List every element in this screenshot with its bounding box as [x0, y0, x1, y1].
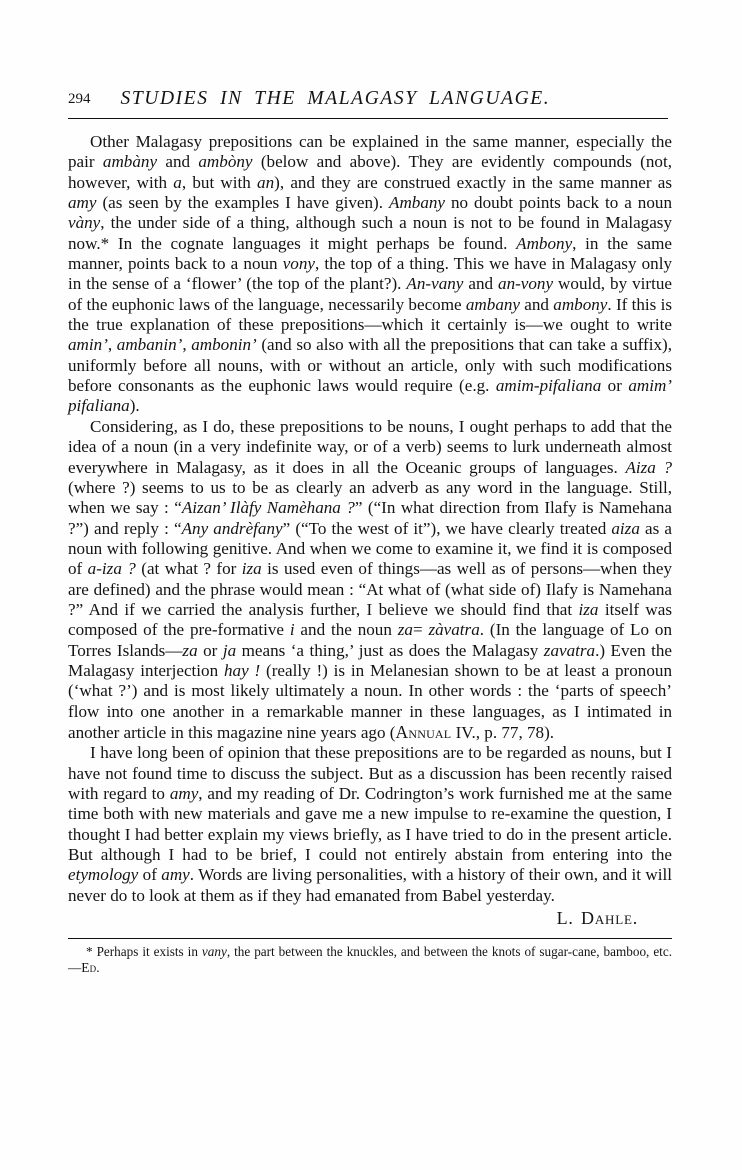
page-number: 294 — [68, 91, 91, 107]
running-title: STUDIES IN THE MALAGASY LANGUAGE. — [120, 88, 551, 109]
footnote-rule — [68, 938, 672, 939]
page-content — [68, 88, 672, 977]
body-text — [68, 132, 672, 906]
paragraph-3: I have long been of opinion that these prepositions are to be regarded as nouns, but I have not found time to discuss the subject. But as a discussion has been recently raised with regard to amy, and my reading of Dr. Codrington’s work furnished me at the same time both with new materials and gave me a new impulse to re-examine the question, I thought I had better explain my views briefly, as I have tried to do in the present article. But although I had to be brief, I could not entirely abstain from entering into the etymology of amy. Words are living personalities, with a history of their own, and it will never do to look at them as if they had emanated from Babel yesterday. — [68, 743, 672, 905]
footnote: * Perhaps it exists in vany, the part between the knuckles, and between the knots of sugar-cane, bamboo, etc.—Ed. — [68, 944, 672, 976]
paragraph-1: Other Malagasy prepositions can be explained in the same manner, especially the pair ambàny and ambòny (below and above). They are evidently compounds (not, however, with a, but with an), and they are construed exactly in the same manner as amy (as seen by the examples I have given). Ambany no doubt points back to a noun vàny, the under side of a thing, although such a noun is not to be found in Malagasy now.* In the cognate languages it might perhaps be found. Ambony, in the same manner, points back to a noun vony, the top of a thing. This we have in Malagasy only in the sense of a ‘flower’ (the top of the plant?). An-vany and an-vony would, by virtue of the euphonic laws of the language, necessarily become ambany and ambony. If this is the true explanation of these prepositions—which it certainly is—we ought to write amin’, ambanin’, ambonin’ (and so also with all the prepositions that can take a suffix), uniformly before all nouns, with or without an article, only with such modifications before consonants as the euphonic laws would require (e.g. amim-pifaliana or amim’ pifaliana). — [68, 132, 673, 416]
running-head — [68, 88, 672, 114]
author-signature: L. Dahle. — [556, 908, 638, 929]
header-rule — [68, 118, 668, 119]
paragraph-2: Considering, as I do, these prepositions to be nouns, I ought perhaps to add that the idea of a noun (in a very indefinite way, or of a verb) seems to lurk underneath almost everywhere in Malagasy, as it does in all the Oceanic groups of languages. Aiza ? (where ?) seems to us to be as clearly an adverb as any word in the language. Still, when we say : “Aizan’ Ilàfy Namèhana ?” (“In what direction from Ilafy is Namehana ?”) and reply : “Any andrèfany” (“To the west of it”), we have clearly treated aiza as a noun with following genitive. And when we come to examine it, we find it is composed of a-iza ? (at what ? for iza is used even of things—as well as of persons—when they are defined) and the phrase would mean : “At what of (what side of) Ilafy is Namehana ?” And if we carried the analysis further, I believe we should find that iza itself was composed of the pre-formative i and the noun za= zàvatra. (In the language of Lo on Torres Islands—za or ja means ‘a thing,’ just as does the Malagasy zavatra.) Even the Malagasy interjection hay ! (really !) is in Melanesian shown to be at least a pronoun (‘what ?’) and is most likely ultimately a noun. In other words : the ‘parts of speech’ flow into one another in a remarkable manner in these languages, as I intimated in another article in this magazine nine years ago (Annual IV., p. 77, 78). — [68, 416, 672, 742]
